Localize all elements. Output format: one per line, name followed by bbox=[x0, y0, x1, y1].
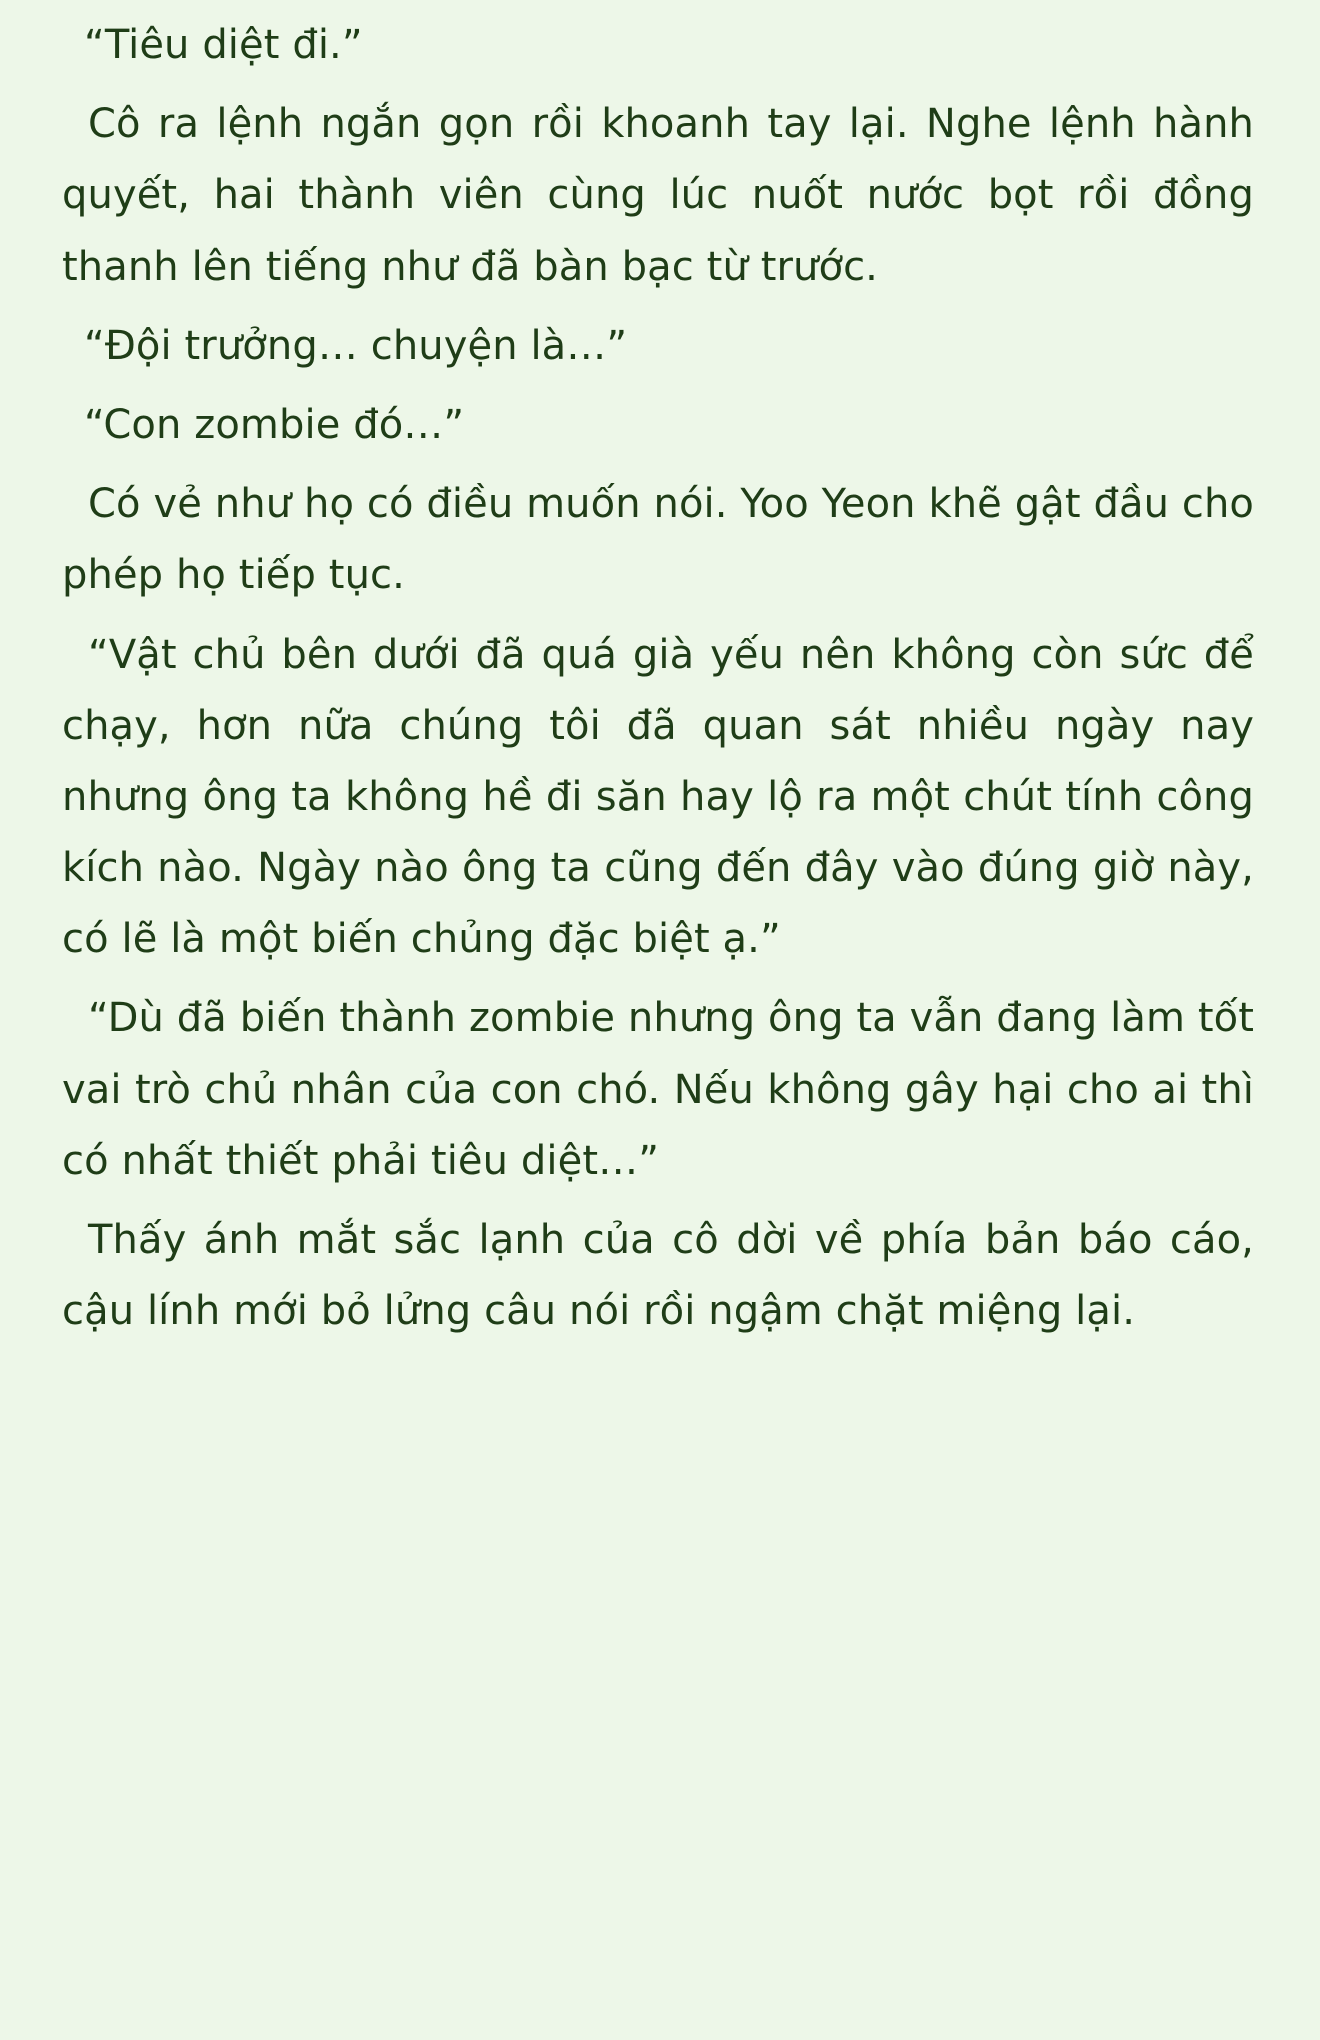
paragraph: Cô ra lệnh ngắn gọn rồi khoanh tay lại. Nghe lệnh hành quyết, hai thành viên cùng lúc nuốt nước bọt rồi đồng thanh lên tiếng như đã bàn bạc từ trước. bbox=[62, 101, 1254, 290]
reader-text-body bbox=[62, 10, 1254, 1347]
paragraph: Thấy ánh mắt sắc lạnh của cô dời về phía bản báo cáo, cậu lính mới bỏ lửng câu nói rồi ngậm chặt miệng lại. bbox=[62, 1217, 1254, 1335]
paragraph: Có vẻ như họ có điều muốn nói. Yoo Yeon khẽ gật đầu cho phép họ tiếp tục. bbox=[62, 481, 1254, 599]
paragraph: “Vật chủ bên dưới đã quá già yếu nên không còn sức để chạy, hơn nữa chúng tôi đã quan sát nhiều ngày nay nhưng ông ta không hề đi săn hay lộ ra một chút tính công kích nào. Ngày nào ông ta cũng đến đây vào đúng giờ này, có lẽ là một biến chủng đặc biệt ạ.” bbox=[62, 631, 1254, 963]
paragraph: “Đội trưởng… chuyện là…” bbox=[84, 322, 628, 369]
paragraph: “Con zombie đó…” bbox=[84, 401, 465, 448]
paragraph: “Dù đã biến thành zombie nhưng ông ta vẫn đang làm tốt vai trò chủ nhân của con chó. Nếu không gây hại cho ai thì có nhất thiết phải tiêu diệt…” bbox=[62, 995, 1254, 1184]
paragraph: “Tiêu diệt đi.” bbox=[84, 22, 363, 68]
